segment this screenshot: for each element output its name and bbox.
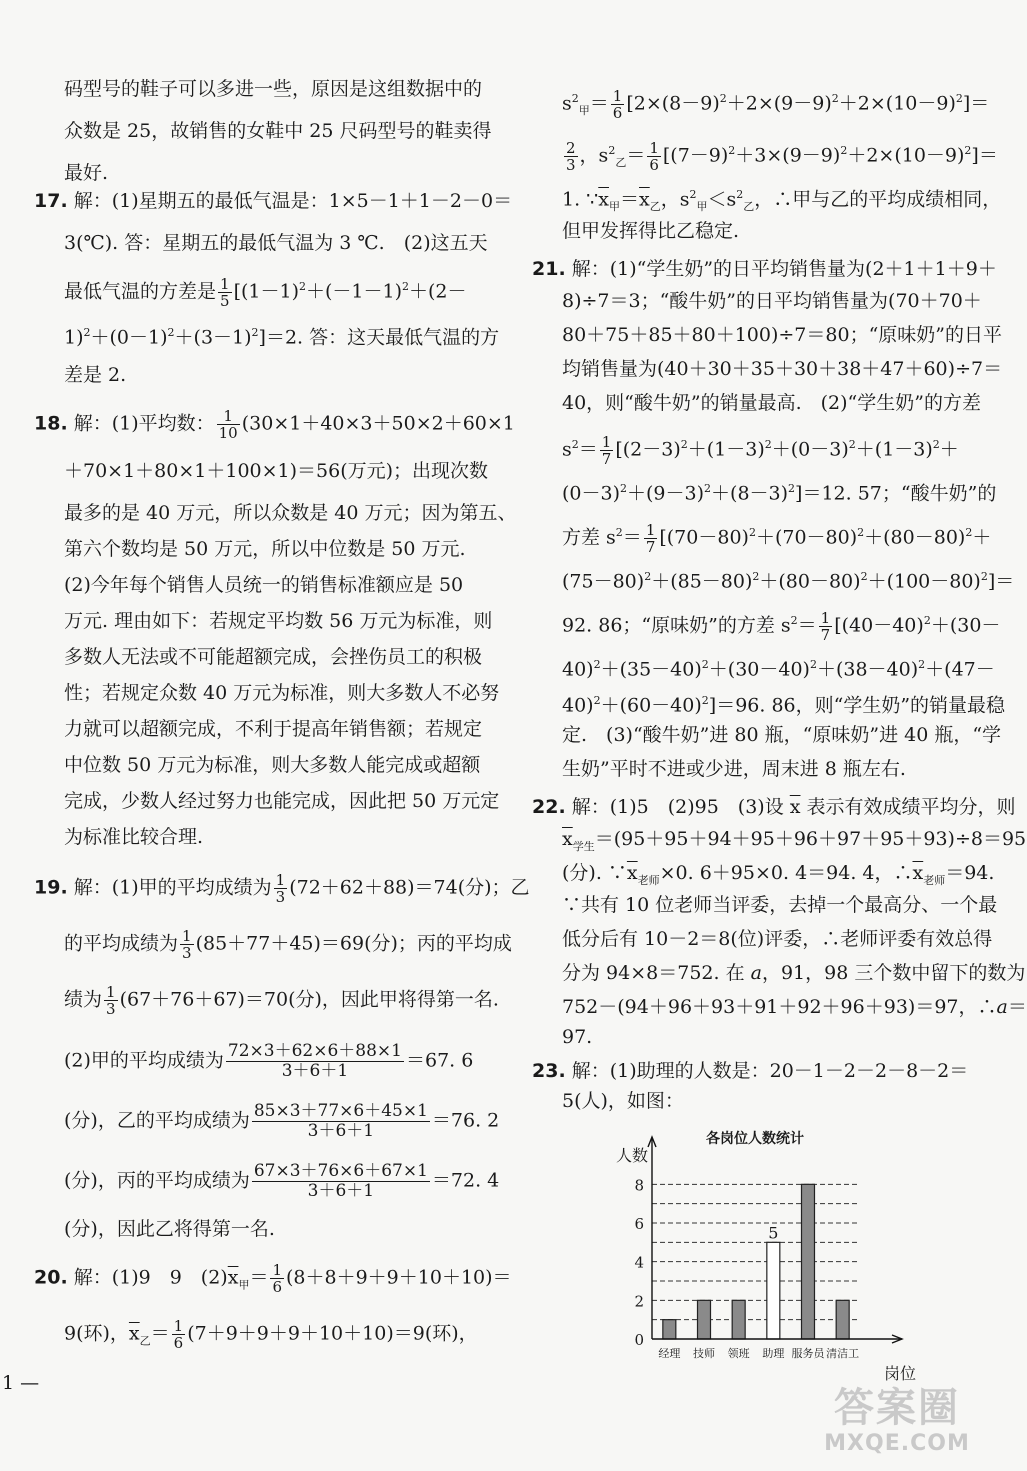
left-text-line: 众数是 25，故销售的女鞋中 25 尺码型号的鞋卖得: [64, 120, 492, 142]
right-text-line: $\frac{2}{3}$ ，$s^2_乙=$ $\frac{1}{6}$ $[(7-9)^2+3\times(9-9)^2+2\times(10-9)^2]=$: [566, 138, 998, 174]
x-tick-label: 服务员: [791, 1347, 825, 1360]
right-text-line: (分). $\because\overline{x}_{老师}\times 0$. 6＋95×0. 4＝94. 4，$\therefore\overline{x}_{老师}=94$.: [562, 862, 995, 887]
left-text-line: (分)，丙的平均成绩为 $\frac{67\times 3+76\times 6+67\times 1}{3+6+1}$ ＝72. 4: [64, 1161, 500, 1201]
right-text-line: $40)^2+(35-40)^2+(30-40)^2+(38-40)^2+(47-$: [562, 658, 995, 681]
left-text-line: 18. 解：(1)平均数： $\frac{1}{10}$ (30×1＋40×3＋50×2＋60×1: [34, 407, 515, 442]
y-axis-label: 人数: [616, 1146, 649, 1165]
y-tick-label: 2: [634, 1292, 644, 1311]
right-text-line: 5(人)，如图：: [562, 1090, 684, 1112]
watermark-url: MXQE.COM: [824, 1431, 970, 1456]
left-text-line: 码型号的鞋子可以多进一些，原因是这组数据中的: [64, 78, 483, 100]
left-text-line: (分)，因此乙将得第一名.: [64, 1218, 275, 1240]
bar-chart: [610, 1125, 930, 1390]
y-tick-label: 8: [634, 1176, 644, 1195]
left-text-line: 20. 解：(1)9 9 $(2)\overline{x}_甲=$ $\frac{1}{6}$ (8＋8＋9＋9＋10＋10)＝: [34, 1261, 512, 1296]
chart-title: 各岗位人数统计: [706, 1131, 804, 1147]
left-text-line: 9(环)，$\overline{x}_乙=$ $\frac{1}{6}$ (7＋9＋9＋9＋10＋10)＝9(环)，: [64, 1317, 478, 1352]
y-tick-label: 0: [634, 1331, 644, 1349]
right-text-line: $\overline{x}_{学生}=(95+95+94+95+96+97+95+93)\div 8=95$: [562, 828, 1027, 853]
left-text-line: 最好.: [64, 162, 109, 184]
y-tick-label: 4: [634, 1253, 644, 1272]
left-text-line: (2)今年每个销售人员统一的销售标准额应是 50: [64, 574, 464, 596]
bar-chart-svg: [610, 1125, 930, 1390]
left-text-line: 最低气温的方差是 $\frac{1}{5}$ [$(1-1)^2+(-1-1)^2+(2-$: [64, 274, 467, 310]
right-text-line: 40，则“酸牛奶”的销量最高. (2)“学生奶”的方差: [562, 392, 981, 414]
right-text-line: 生奶”平时不进或少进，周末进 8 瓶左右.: [562, 758, 906, 780]
left-text-line: (分)，乙的平均成绩为 $\frac{85\times 3+77\times 6+45\times 1}{3+6+1}$ ＝76. 2: [64, 1101, 500, 1141]
left-text-line: 中位数 50 万元为标准，则大多数人能完成或超额: [64, 754, 481, 776]
right-text-line: 80＋75＋85＋80＋100)÷7＝80；“原味奶”的日平: [562, 324, 1002, 346]
left-text-line: 完成，少数人经过努力也能完成，因此把 50 万元定: [64, 790, 500, 812]
right-text-line: $s^2_甲=$ $\frac{1}{6}$ $[2\times(8-9)^2+2\times(9-9)^2+2\times(10-9)^2]=$: [562, 86, 990, 122]
page-number: 1 —: [2, 1372, 40, 1394]
right-text-line: 定. (3)“酸牛奶”进 80 瓶，“原味奶”进 40 瓶，“学: [562, 724, 1002, 746]
left-text-line: (2)甲的平均成绩为 $\frac{72\times 3+62\times 6+88\times 1}{3+6+1}$ ＝67. 6: [64, 1041, 474, 1081]
right-text-line: 方差 $s^2=$ $\frac{1}{7}$ [$(70-80)^2+(70-80)^2+(80-80)^2+$: [562, 520, 992, 556]
bar: [663, 1320, 676, 1339]
left-text-line: 17. 解：(1)星期五的最低气温是：1×5－1＋1－2－0＝: [34, 190, 513, 212]
bar: [802, 1184, 815, 1339]
x-tick-label: 助理: [762, 1347, 785, 1360]
left-text-line: 的平均成绩为 $\frac{1}{3}$ (85＋77＋45)＝69(分)；丙的平均成: [64, 927, 512, 962]
left-text-line: $1)^2+(0-1)^2+(3-1)^2]=2$. 答：这天最低气温的方: [64, 326, 500, 349]
right-text-line: $40)^2+(60-40)^2]=96$. 86，则“学生奶”的销量最稳: [562, 694, 1006, 717]
bar: [767, 1242, 780, 1339]
x-tick-label: 领班: [727, 1347, 750, 1360]
right-text-line: 低分后有 10－2＝8(位)评委，∴老师评委有效总得: [562, 928, 993, 950]
right-text-line: 22. 解：(1)5 (2)95 (3)设 $\overline{x}$ 表示有效成绩平均分，则: [532, 796, 1016, 818]
right-text-line: $(0-3)^2+(9-3)^2+(8-3)^2]=12$. 57；“酸牛奶”的: [562, 482, 997, 505]
right-text-line: 8)÷7＝3；“酸牛奶”的日平均销售量为(70＋70＋: [562, 290, 982, 312]
right-text-line: 97.: [562, 1026, 593, 1048]
watermark: [808, 1385, 986, 1465]
right-text-line: $(75-80)^2+(85-80)^2+(80-80)^2+(100-80)^2]=$: [562, 570, 1015, 593]
left-text-line: 多数人无法或不可能超额完成，会挫伤员工的积极: [64, 646, 483, 668]
left-text-line: 力就可以超额完成，不利于提高年销售额；若规定: [64, 718, 483, 740]
right-text-line: 752－(94＋96＋93＋91＋92＋96＋93)＝97，∴a＝: [562, 996, 1027, 1018]
left-text-line: 最多的是 40 万元，所以众数是 40 万元；因为第五、: [64, 502, 517, 524]
left-text-line: 19. 解：(1)甲的平均成绩为 $\frac{1}{3}$ (72＋62＋88)＝74(分)；乙: [34, 871, 530, 906]
x-tick-label: 技师: [693, 1347, 715, 1360]
right-text-line: 23. 解：(1)助理的人数是：20－1－2－2－8－2＝: [532, 1060, 969, 1082]
right-text-line: 92. 86；“原味奶”的方差 $s^2=$ $\frac{1}{7}$ [$(40-40)^2+(30-$: [562, 608, 1001, 644]
bar: [836, 1300, 849, 1339]
x-tick-label: 经理: [658, 1347, 681, 1360]
data-label: 5: [768, 1223, 779, 1243]
bar: [698, 1300, 711, 1339]
x-tick-label: 清洁工: [826, 1347, 860, 1360]
bar: [732, 1300, 745, 1339]
right-text-line: ∵共有 10 位老师当评委，去掉一个最高分、一个最: [562, 894, 998, 916]
y-tick-label: 6: [634, 1215, 644, 1233]
right-text-line: 21. 解：(1)“学生奶”的日平均销售量为(2＋1＋1＋9＋: [532, 258, 997, 280]
right-text-line: 分为 94×8＝752. 在 a，91，98 三个数中留下的数为: [562, 962, 1026, 984]
x-axis-label: 岗位: [884, 1364, 917, 1383]
right-text-line: $s^2=$ $\frac{1}{7}$ [$(2-3)^2+(1-3)^2+(0-3)^2+(1-3)^2+$: [562, 432, 959, 468]
left-text-line: 3(℃). 答：星期五的最低气温为 3 ℃. (2)这五天: [64, 232, 488, 254]
right-text-line: 均销售量为(40＋30＋35＋30＋38＋47＋60)÷7＝: [562, 358, 1003, 380]
right-text-line: 1. $\because\overline{x}_甲=\overline{x}_乙$，$s^2_甲<s^2_乙$，∴甲与乙的平均成绩相同，: [562, 188, 1002, 214]
left-text-line: 万元. 理由如下：若规定平均数 56 万元为标准，则: [64, 610, 493, 632]
left-text-line: 绩为 $\frac{1}{3}$ (67＋76＋67)＝70(分)，因此甲将得第一名.: [64, 983, 499, 1018]
left-text-line: 第六个数均是 50 万元，所以中位数是 50 万元.: [64, 538, 466, 560]
left-text-line: 差是 2.: [64, 364, 127, 386]
left-text-line: ＋70×1＋80×1＋100×1)＝56(万元)；出现次数: [64, 460, 489, 482]
watermark-title: 答案圈: [834, 1385, 960, 1431]
right-text-line: 但甲发挥得比乙稳定.: [562, 220, 740, 242]
left-text-line: 性；若规定众数 40 万元为标准，则大多数人不必努: [64, 682, 500, 704]
left-text-line: 为标准比较合理.: [64, 826, 204, 848]
